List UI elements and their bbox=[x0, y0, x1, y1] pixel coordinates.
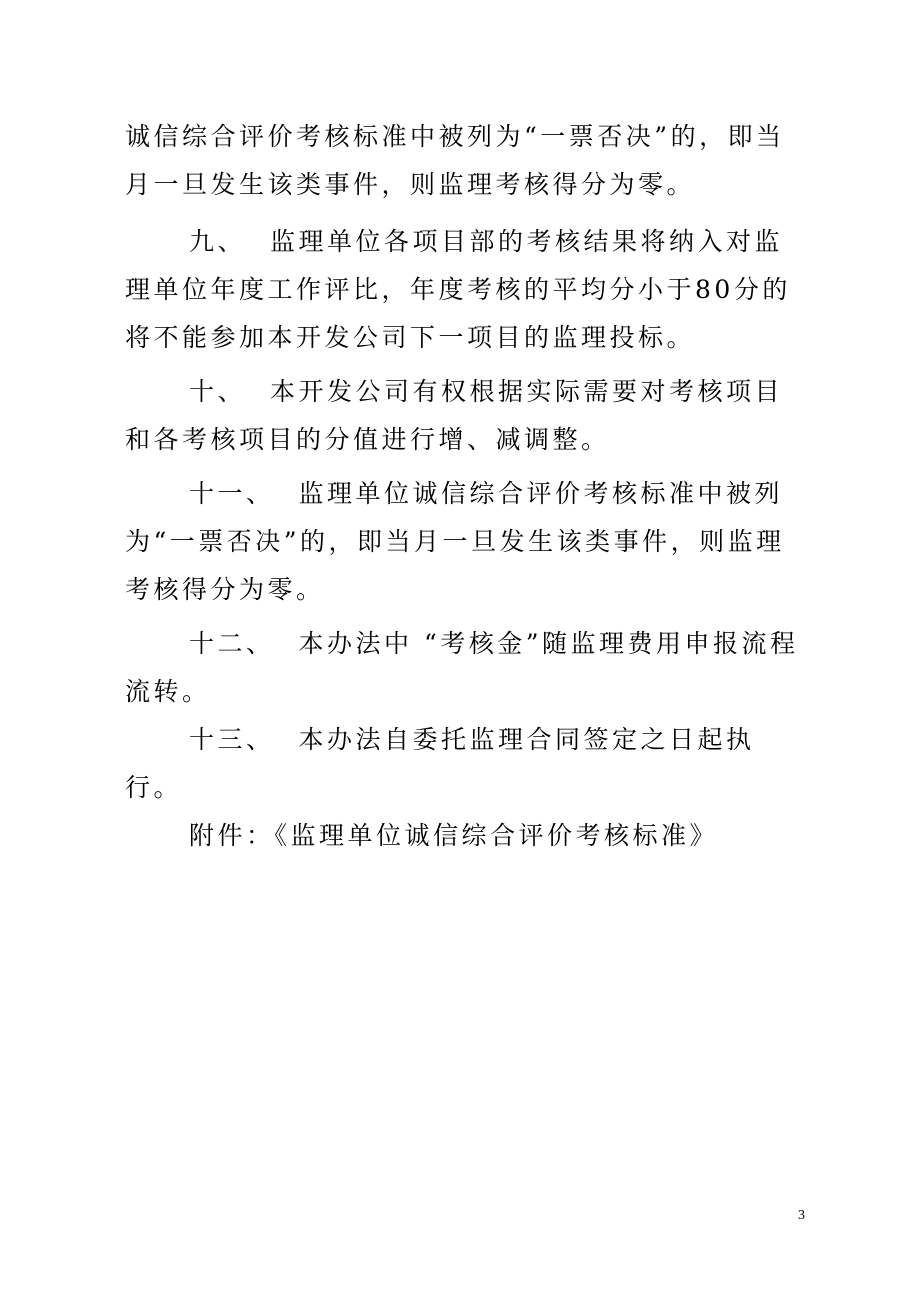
paragraph-text: 监理单位各项目部的考核结果将纳入对监理单位年度工作评比，年度考核的平均分小于80分的将不能参加本开发公司下一项目的监理投标。 bbox=[125, 227, 791, 352]
paragraph-continuation bbox=[125, 113, 805, 209]
paragraph-text: 本办法自委托监理合同签定之日起执行。 bbox=[125, 725, 755, 802]
paragraph-number: 九、 bbox=[189, 227, 247, 256]
paragraph-item-9 bbox=[125, 218, 805, 362]
paragraph-item-12 bbox=[125, 620, 805, 716]
attachment-text: 附件：《监理单位诚信综合评价考核标准》 bbox=[189, 821, 719, 850]
paragraph-item-11 bbox=[125, 470, 805, 614]
document-body bbox=[125, 113, 805, 860]
paragraph-number: 十二、 bbox=[189, 629, 275, 658]
paragraph-number: 十三、 bbox=[189, 725, 275, 754]
paragraph-text: 诚信综合评价考核标准中被列为“一票否决”的，即当月一旦发生该类事件，则监理考核得分为零。 bbox=[125, 122, 785, 199]
paragraph-number: 十一、 bbox=[189, 479, 275, 508]
paragraph-text: 本办法中 “考核金”随监理费用申报流程流转。 bbox=[125, 629, 799, 706]
paragraph-item-10 bbox=[125, 368, 805, 464]
page-number: 3 bbox=[798, 1208, 805, 1223]
attachment-line bbox=[125, 812, 805, 860]
paragraph-text: 本开发公司有权根据实际需要对考核项目和各考核项目的分值进行增、减调整。 bbox=[125, 377, 784, 454]
paragraph-text: 监理单位诚信综合评价考核标准中被列为“一票否决”的，即当月一旦发生该类事件，则监理考核得分为零。 bbox=[125, 479, 785, 604]
paragraph-number: 十、 bbox=[189, 377, 247, 406]
paragraph-item-13 bbox=[125, 716, 805, 812]
